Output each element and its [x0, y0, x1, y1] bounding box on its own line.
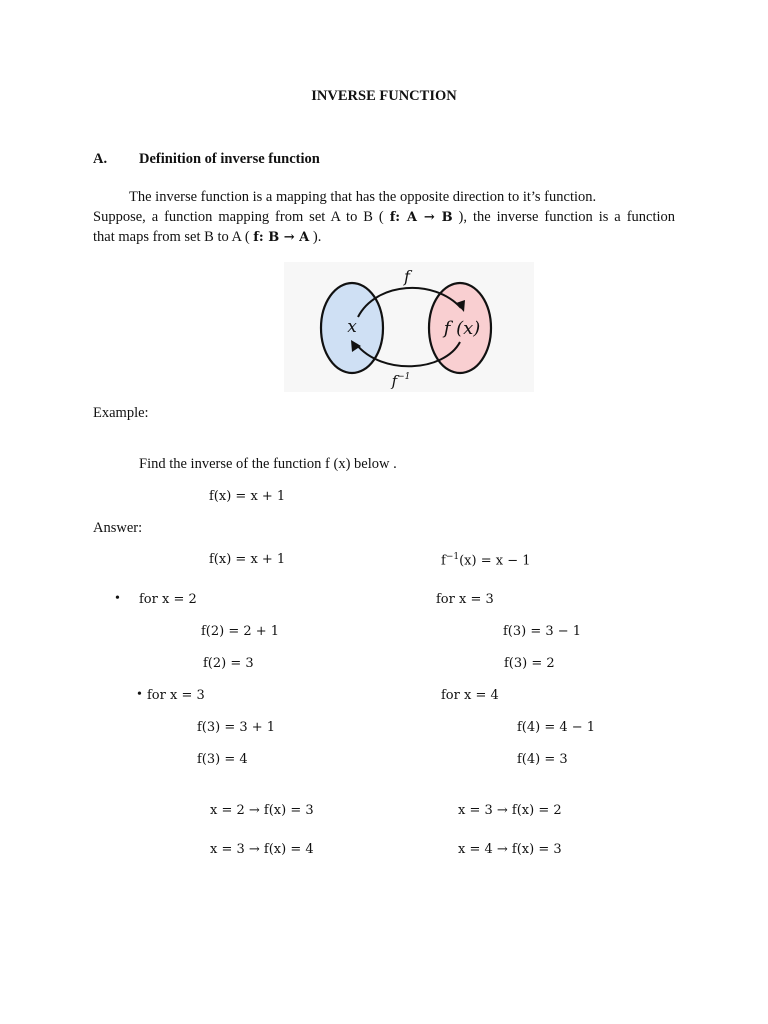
f-inverse-arrow-label: $f^{-1}$ [391, 372, 411, 390]
answer-function: f(x) = x + 1 [209, 552, 286, 567]
example-prompt: Find the inverse of the function f (x) below . [139, 456, 397, 472]
domain-label: x [347, 317, 357, 337]
example-function: f(x) = x + 1 [209, 489, 286, 504]
case1-left-label: for x = 2 [139, 592, 197, 607]
case1-right-step1: f(3) = 3 − 1 [503, 624, 582, 639]
summary-right-1: x = 3 → f(x) = 2 [458, 803, 562, 818]
case1-left-step2: f(2) = 3 [203, 656, 254, 671]
case1-bullet: • [115, 591, 120, 606]
definition-line-3: that maps from set B to A ( f: B → A ). [93, 229, 322, 245]
definition-line-2: Suppose, a function mapping from set A to B ( f: A → B ), the inverse function is a function [93, 209, 676, 225]
section-letter: A. [93, 151, 108, 167]
case2-left-label: for x = 3 [147, 688, 205, 703]
case2-left-step1: f(3) = 3 + 1 [197, 720, 276, 735]
case2-left-step2: f(3) = 4 [197, 752, 248, 767]
case1-right-label: for x = 3 [436, 592, 494, 607]
case2-right-step2: f(4) = 3 [517, 752, 568, 767]
section-title: Definition of inverse function [139, 151, 320, 167]
answer-heading: Answer: [93, 520, 143, 536]
range-label: f (x) [443, 318, 481, 339]
summary-left-2: x = 3 → f(x) = 4 [210, 842, 314, 857]
case1-left-step1: f(2) = 2 + 1 [201, 624, 280, 639]
case2-bullet: • [137, 687, 142, 702]
page-title: INVERSE FUNCTION [311, 88, 457, 104]
case2-right-step1: f(4) = 4 − 1 [517, 720, 596, 735]
definition-line-1: The inverse function is a mapping that has the opposite direction to it’s function. [129, 189, 597, 205]
answer-inverse-function: $f^{-1}(x) = x - 1$ [441, 552, 531, 569]
f-arrow-label: f [404, 267, 410, 286]
summary-left-1: x = 2 → f(x) = 3 [210, 803, 314, 818]
case2-right-label: for x = 4 [441, 688, 499, 703]
inverse-mapping-diagram [284, 262, 534, 392]
example-heading: Example: [93, 405, 149, 421]
summary-right-2: x = 4 → f(x) = 3 [458, 842, 562, 857]
case1-right-step2: f(3) = 2 [504, 656, 555, 671]
